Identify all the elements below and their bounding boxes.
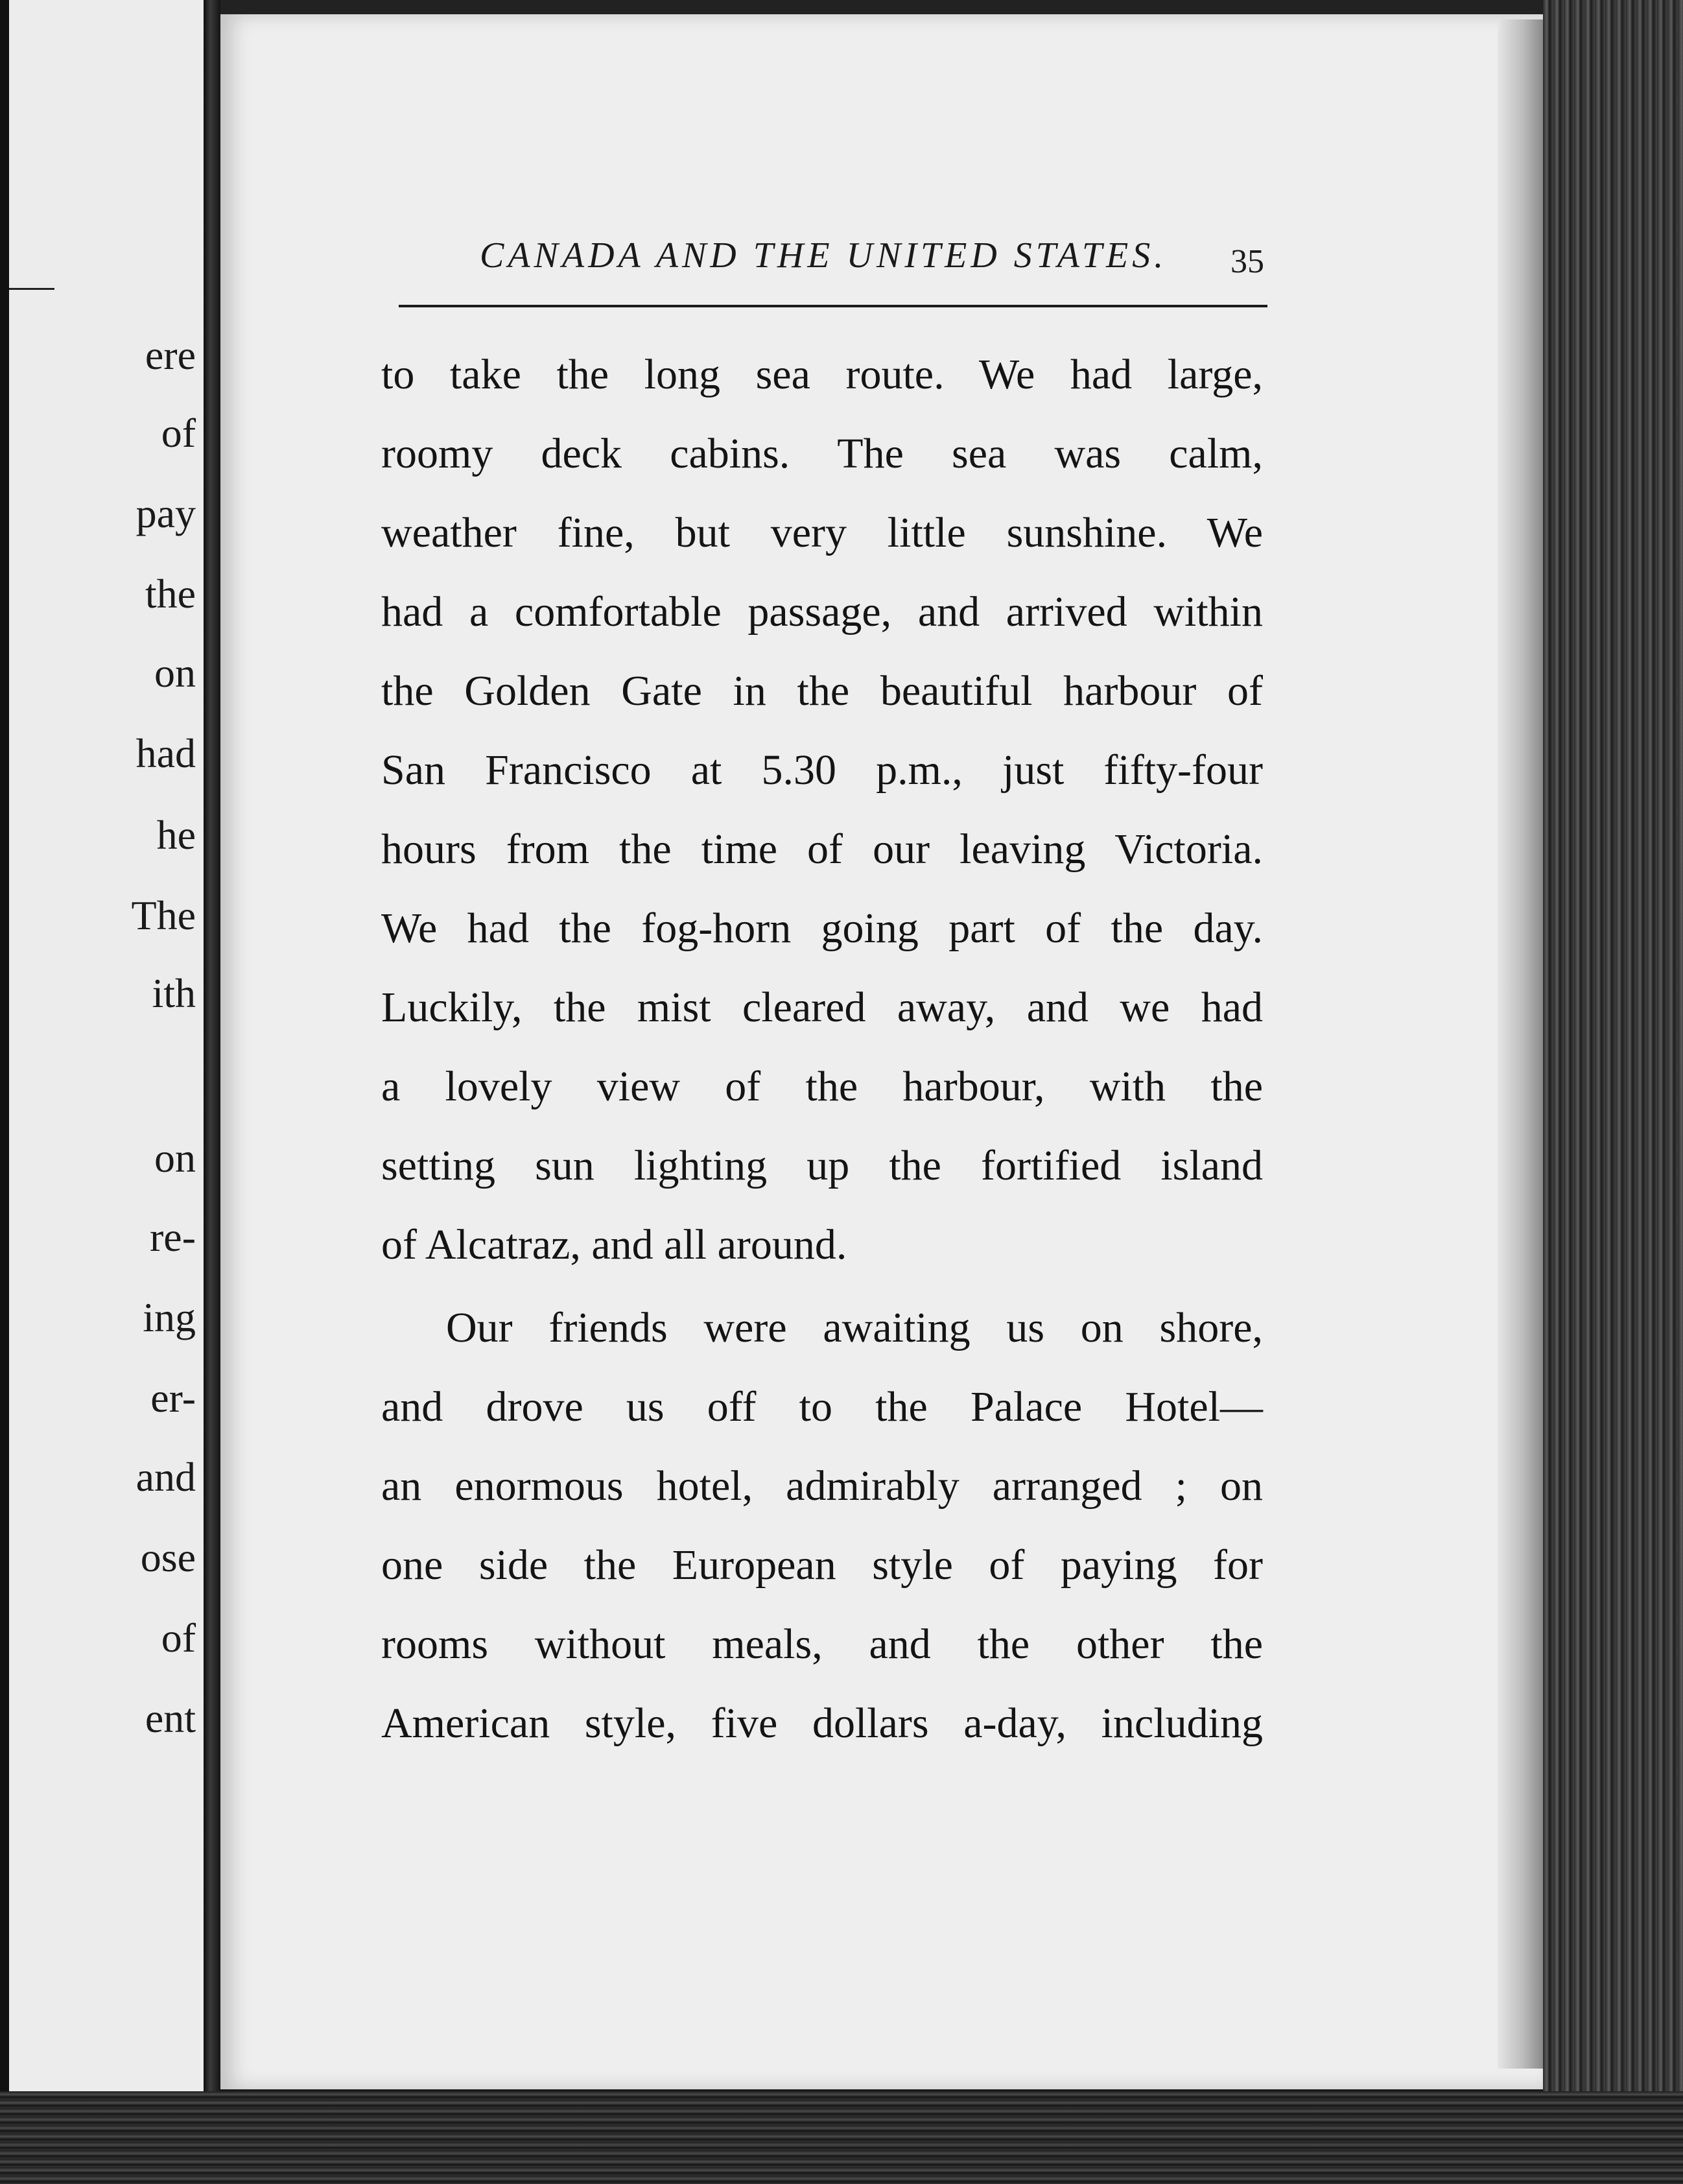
body-line: the Golden Gate in the beautiful harbour of [381,667,1263,715]
page-stack-shadow [1498,19,1543,2069]
body-line: hours from the time of our leaving Victoria. [381,825,1263,873]
left-page-fragment: The [131,892,196,938]
left-page [9,0,207,2095]
body-line: Luckily, the mist cleared away, and we had [381,984,1263,1031]
body-line: American style, five dollars a-day, including [381,1700,1263,1747]
body-line: one side the European style of paying for [381,1541,1263,1589]
page-edges [1543,0,1683,2184]
running-title: CANADA AND THE UNITED STATES. [480,235,1168,276]
left-page-fragment: ent [145,1695,196,1741]
left-page-rule [9,288,54,290]
left-page-fragment: ose [140,1534,196,1580]
left-page-fragment: had [135,730,196,776]
book-gutter [204,0,220,2184]
left-page-fragment: of [161,410,196,456]
bottom-border [0,2091,1683,2184]
body-line: a lovely view of the harbour, with the [381,1063,1263,1110]
left-page-fragment: ing [143,1294,196,1340]
body-line: had a comfortable passage, and arrived within [381,588,1263,635]
body-line: of Alcatraz, and all around. [381,1221,847,1268]
left-page-fragment: ere [145,332,196,378]
left-page-fragment: ith [152,970,196,1016]
left-page-fragment: pay [135,490,196,536]
page-number: 35 [1230,243,1264,280]
running-head [395,235,1264,300]
left-page-fragment: and [135,1454,196,1500]
top-border [220,0,1683,14]
body-line: rooms without meals, and the other the [381,1620,1263,1668]
left-page-fragment: on [154,1135,196,1181]
header-rule [399,305,1267,307]
body-line: and drove us off to the Palace Hotel— [381,1383,1263,1430]
right-page [220,14,1543,2089]
left-page-fragment: er- [150,1375,196,1421]
left-page-fragment: of [161,1615,196,1661]
left-page-fragment: he [156,812,196,858]
body-line: roomy deck cabins. The sea was calm, [381,430,1263,477]
left-page-fragment: re- [149,1214,196,1260]
left-page-fragment: the [145,571,196,617]
paragraph-first-line: Our friends were awaiting us on shore, [446,1304,1263,1351]
body-line: to take the long sea route. We had large, [381,351,1263,398]
left-border [0,0,9,2184]
body-line: weather fine, but very little sunshine. We [381,509,1263,556]
body-line: setting sun lighting up the fortified island [381,1142,1263,1189]
body-line: an enormous hotel, admirably arranged ; on [381,1462,1263,1510]
body-line: We had the fog-horn going part of the day. [381,905,1263,952]
left-page-fragment: on [154,650,196,696]
body-line: San Francisco at 5.30 p.m., just fifty-four [381,746,1263,794]
